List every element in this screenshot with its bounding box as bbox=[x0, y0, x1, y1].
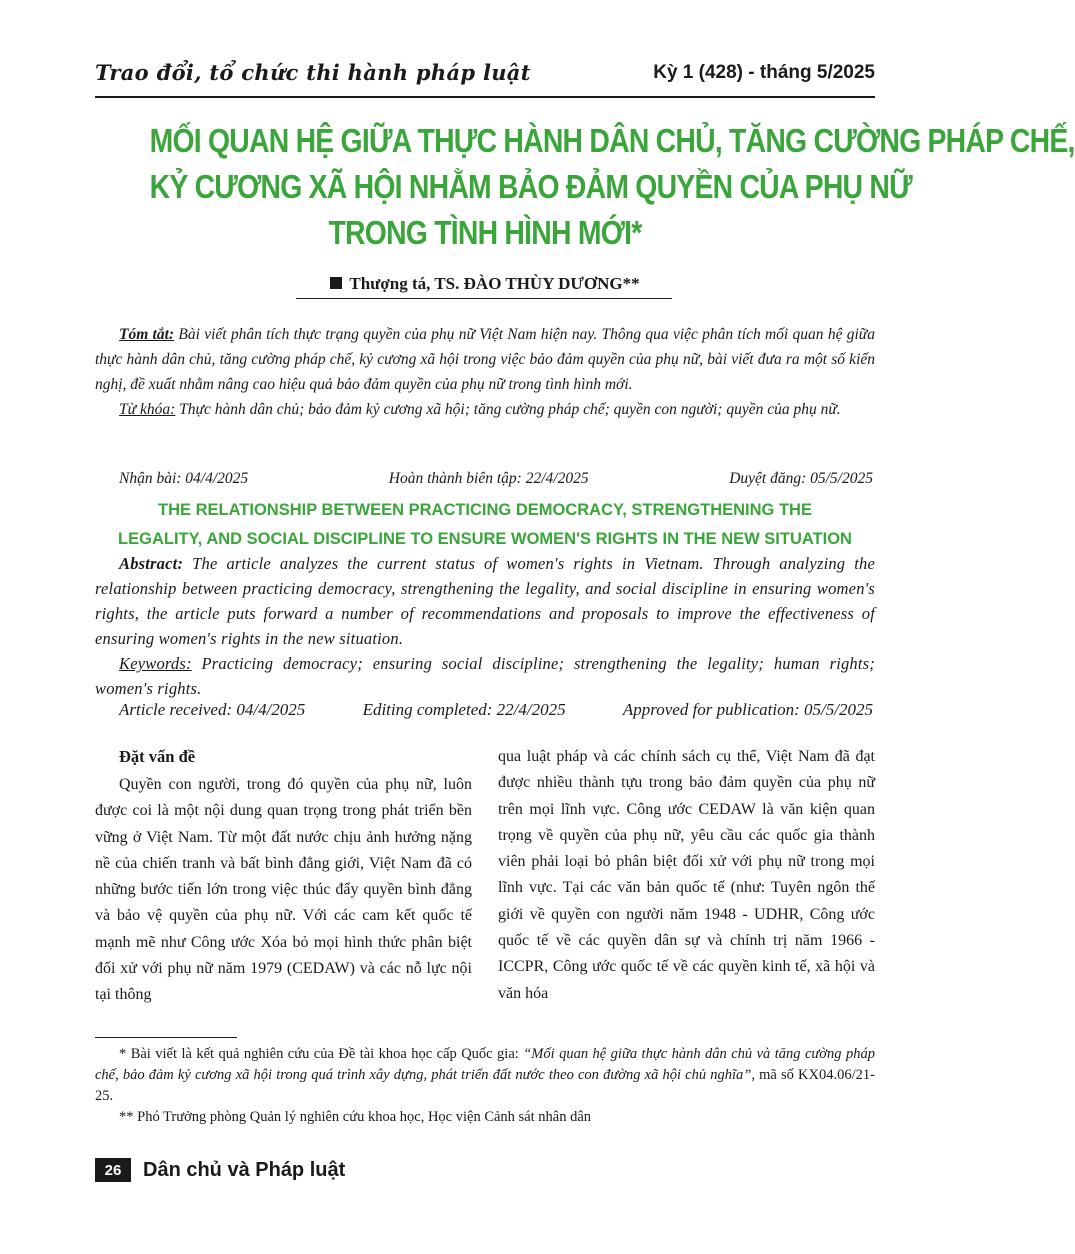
title-line: KỶ CƯƠNG XÃ HỘI NHẰM BẢO ĐẢM QUYỀN CỦA PHỤ NỮ bbox=[149, 168, 912, 205]
dates-vietnamese bbox=[119, 470, 873, 488]
page-footer bbox=[95, 1157, 345, 1183]
page-number: 26 bbox=[95, 1158, 131, 1182]
body-paragraph: Quyền con người, trong đó quyền của phụ nữ, luôn được coi là một nội dung quan trọng trong phát triển bền vững ở Việt Nam. Từ một đất nước chịu ảnh hưởng nặng nề của chiến tranh và bất bình đẳng giới, Việt Nam đã có những bước tiến lớn trong việc thúc đẩy quyền bình đẳng và bảo vệ quyền của phụ nữ. Với các cam kết quốc tế mạnh mẽ như Công ước Xóa bỏ mọi hình thức phân biệt đối xử với phụ nữ năm 1979 (CEDAW) và các nỗ lực nội tại thông bbox=[95, 776, 472, 1004]
abstract-english bbox=[95, 551, 875, 701]
running-header bbox=[95, 60, 875, 96]
english-title-line: THE RELATIONSHIP BETWEEN PRACTICING DEMOCRACY, STRENGTHENING THE bbox=[158, 501, 812, 519]
abstract-vietnamese bbox=[95, 322, 875, 422]
date-en-approved: Approved for publication: 05/5/2025 bbox=[622, 700, 873, 719]
header-divider bbox=[95, 96, 875, 98]
section-heading: Đặt vấn đề bbox=[119, 747, 196, 766]
keywords-en-text: Practicing democracy; ensuring social discipline; strengthening the legality; human rights; women's rights. bbox=[95, 654, 875, 698]
journal-name: Dân chủ và Pháp luật bbox=[143, 1158, 346, 1181]
date-approved: Duyệt đăng: 05/5/2025 bbox=[729, 470, 873, 487]
section-name: Trao đổi, tổ chức thi hành pháp luật bbox=[95, 60, 531, 85]
summary-label: Tóm tắt: bbox=[119, 326, 175, 343]
english-title bbox=[95, 496, 875, 554]
body-column-right bbox=[498, 744, 875, 1007]
keywords-label: Từ khóa: bbox=[119, 401, 176, 418]
date-received: Nhận bài: 04/4/2025 bbox=[119, 470, 249, 487]
issue-info: Kỳ 1 (428) - tháng 5/2025 bbox=[653, 62, 875, 83]
keywords-en-paragraph bbox=[95, 651, 875, 701]
abstract-label: Abstract: bbox=[119, 554, 184, 573]
body-column-left bbox=[95, 744, 472, 1009]
keywords-en-label: Keywords: bbox=[119, 654, 192, 673]
author-line bbox=[95, 274, 875, 294]
date-en-edited: Editing completed: 22/4/2025 bbox=[362, 700, 566, 719]
footnote-1-prefix: * Bài viết là kết quả nghiên cứu của Đề tài khoa học cấp Quốc gia: bbox=[119, 1046, 524, 1062]
footnote-divider bbox=[95, 1037, 237, 1038]
footnote-1 bbox=[95, 1044, 875, 1107]
keywords-text: Thực hành dân chủ; bảo đảm kỷ cương xã hội; tăng cường pháp chế; quyền con người; quyền của phụ nữ. bbox=[175, 401, 841, 418]
dates-english bbox=[119, 700, 873, 720]
abstract-paragraph bbox=[95, 551, 875, 651]
abstract-text: The article analyzes the current status of women's rights in Vietnam. Through analyzing the relationship between practicing democracy, strengthening the legality, and social discipline in ensuring women's rights, the article puts forward a number of recommendations and proposals to improve the effectiveness of ensuring women's rights in the new situation. bbox=[95, 554, 875, 648]
square-bullet-icon bbox=[330, 277, 342, 289]
date-en-received: Article received: 04/4/2025 bbox=[119, 700, 306, 719]
title-line: MỐI QUAN HỆ GIỮA THỰC HÀNH DÂN CHỦ, TĂNG CƯỜNG PHÁP CHẾ, bbox=[149, 122, 1075, 159]
body-paragraph-continued: qua luật pháp và các chính sách cụ thể, Việt Nam đã đạt được nhiều thành tựu trong bảo đảm quyền của phụ nữ trên mọi lĩnh vực. Công ước CEDAW là văn kiện quan trọng về quyền của phụ nữ, yêu cầu các quốc gia thành viên phải loại bỏ phân biệt đối xử với phụ nữ trong mọi lĩnh vực. Tại các văn bản quốc tế (như: Tuyên ngôn thế giới về quyền con người năm 1948 - UDHR, Công ước quốc tế về các quyền dân sự và chính trị năm 1966 - ICCPR, Công ước quốc tế về các quyền kinh tế, xã hội và văn hóa bbox=[498, 748, 875, 1002]
author-name: Thượng tá, TS. ĐÀO THÙY DƯƠNG** bbox=[349, 274, 640, 293]
date-edited: Hoàn thành biên tập: 22/4/2025 bbox=[388, 470, 589, 487]
author-underline bbox=[296, 298, 672, 299]
english-title-line: LEGALITY, AND SOCIAL DISCIPLINE TO ENSURE WOMEN'S RIGHTS IN THE NEW SITUATION bbox=[118, 530, 852, 548]
footnote-1-quote: “Mối quan hệ giữa thực hành dân chủ và tăng cường pháp chế, bảo đảm kỷ cương xã hội trong quá trình xây dựng, phát triển đất nước theo con đường xã hội chủ nghĩa” bbox=[95, 1046, 875, 1083]
footnotes bbox=[95, 1044, 875, 1128]
footnote-2: ** Phó Trưởng phòng Quản lý nghiên cứu khoa học, Học viện Cảnh sát nhân dân bbox=[119, 1109, 592, 1125]
footnote-1-suffix: , mã số KX04.06/21-25. bbox=[95, 1067, 875, 1104]
summary-paragraph bbox=[95, 322, 875, 397]
summary-text: Bài viết phân tích thực trạng quyền của phụ nữ Việt Nam hiện nay. Thông qua việc phân tích mối quan hệ giữa thực hành dân chủ, tăng cường pháp chế, kỷ cương xã hội trong việc bảo đảm quyền của phụ nữ, bài viết đưa ra một số kiến nghị, đề xuất nhằm nâng cao hiệu quả bảo đảm quyền của phụ nữ trong tình hình mới. bbox=[95, 326, 875, 393]
keywords-paragraph bbox=[95, 397, 875, 422]
article-title bbox=[149, 118, 1075, 256]
title-line: TRONG TÌNH HÌNH MỚI* bbox=[328, 214, 642, 251]
